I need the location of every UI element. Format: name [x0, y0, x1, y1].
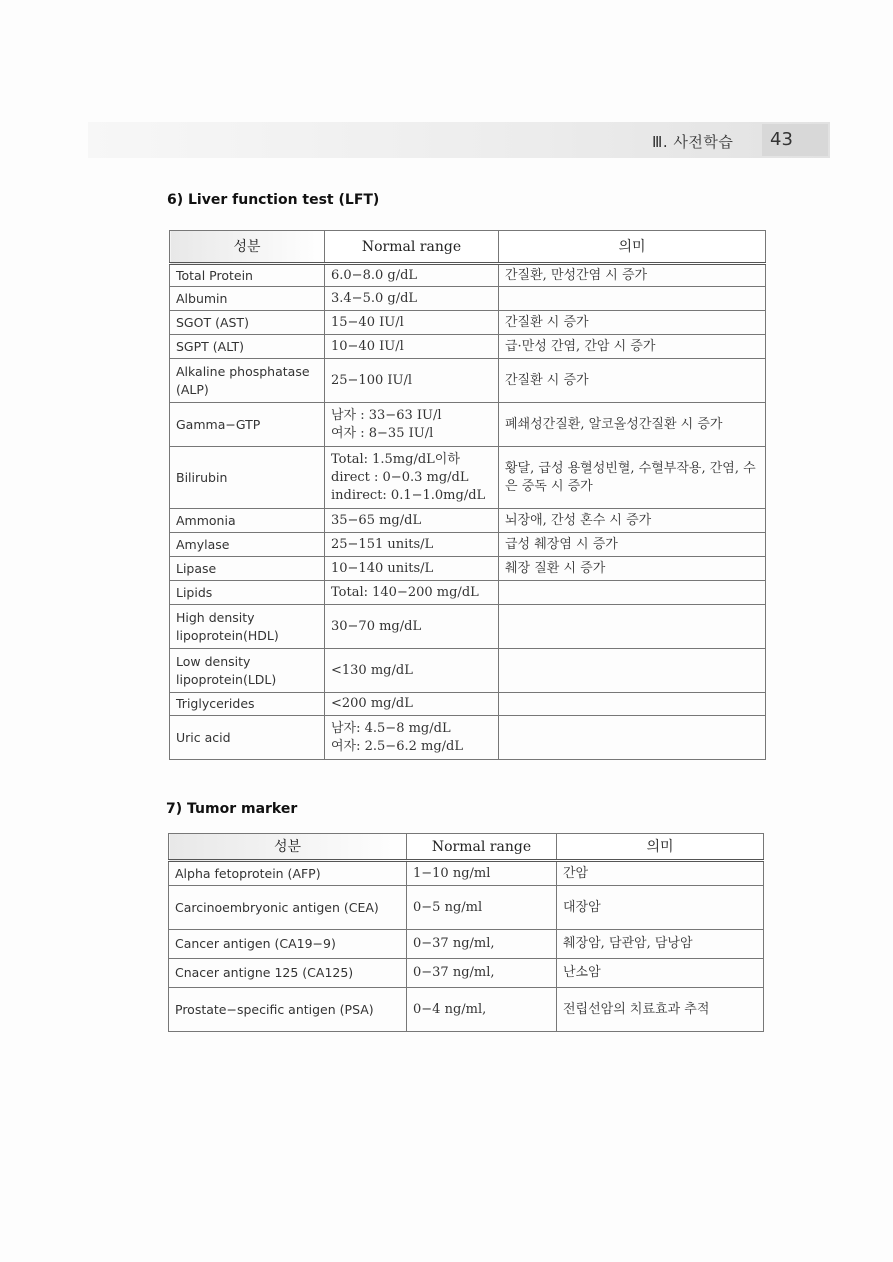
column-header: Normal range — [325, 231, 499, 264]
meaning-cell: 대장암 — [557, 886, 764, 930]
range-line: Total: 1.5mg/dL이하 — [331, 451, 460, 467]
meaning-cell: 췌장암, 담관암, 담낭암 — [557, 930, 764, 959]
lft-header-row — [170, 231, 766, 264]
range-line: 25−151 units/L — [331, 536, 434, 552]
lft-section-title: 6) Liver function test (LFT) — [167, 192, 380, 208]
lft-row — [170, 447, 766, 509]
tumor-section-title: 7) Tumor marker — [166, 801, 298, 817]
tumor-row — [169, 886, 764, 930]
meaning-cell — [499, 605, 766, 649]
meaning-cell: 간질환, 만성간염 시 증가 — [499, 264, 766, 287]
range-cell — [325, 447, 499, 509]
meaning-cell: 폐쇄성간질환, 알코올성간질환 시 증가 — [499, 403, 766, 447]
lft-table — [169, 230, 766, 760]
component-cell: Cancer antigen (CA19−9) — [169, 930, 407, 959]
range-cell: 0−5 ng/ml — [407, 886, 557, 930]
range-cell: 1−10 ng/ml — [407, 861, 557, 886]
meaning-cell — [499, 649, 766, 693]
lft-row — [170, 287, 766, 311]
component-cell: Carcinoembryonic antigen (CEA) — [169, 886, 407, 930]
range-cell — [325, 264, 499, 287]
column-header: 의미 — [557, 834, 764, 861]
lft-row — [170, 533, 766, 557]
range-line: direct : 0−0.3 mg/dL — [331, 469, 469, 485]
range-line: <200 mg/dL — [331, 696, 413, 711]
meaning-cell: 췌장 질환 시 증가 — [499, 557, 766, 581]
range-cell — [325, 509, 499, 533]
range-cell: 0−37 ng/ml, — [407, 930, 557, 959]
lft-row — [170, 605, 766, 649]
column-header: 성분 — [170, 231, 325, 264]
component-cell: Triglycerides — [170, 693, 325, 716]
meaning-cell: 간질환 시 증가 — [499, 359, 766, 403]
range-cell — [325, 581, 499, 605]
column-header: 성분 — [169, 834, 407, 861]
lft-row — [170, 335, 766, 359]
meaning-cell: 급·만성 간염, 간암 시 증가 — [499, 335, 766, 359]
range-cell: 0−37 ng/ml, — [407, 959, 557, 988]
meaning-cell: 전립선암의 치료효과 추적 — [557, 988, 764, 1032]
meaning-cell — [499, 716, 766, 760]
range-cell — [325, 311, 499, 335]
range-line: 25−100 IU/l — [331, 372, 413, 388]
lft-row — [170, 716, 766, 760]
component-cell: Low density lipoprotein(LDL) — [170, 649, 325, 693]
chapter-label: Ⅲ. 사전학습 — [652, 133, 734, 151]
component-cell: SGOT (AST) — [170, 311, 325, 335]
tumor-header-row — [169, 834, 764, 861]
tumor-row — [169, 930, 764, 959]
meaning-cell: 황달, 급성 용혈성빈혈, 수혈부작용, 간염, 수은 중독 시 증가 — [499, 447, 766, 509]
component-cell: Ammonia — [170, 509, 325, 533]
meaning-cell — [499, 287, 766, 311]
component-cell: Bilirubin — [170, 447, 325, 509]
range-line: 10−140 units/L — [331, 560, 434, 576]
range-line: 3.4−5.0 g/dL — [331, 290, 418, 306]
range-cell — [325, 287, 499, 311]
range-line: 남자: 4.5−8 mg/dL — [331, 720, 451, 736]
component-cell: Gamma−GTP — [170, 403, 325, 447]
meaning-cell: 뇌장애, 간성 혼수 시 증가 — [499, 509, 766, 533]
component-cell: Uric acid — [170, 716, 325, 760]
range-line: Total: 140−200 mg/dL — [331, 584, 479, 600]
range-line: 30−70 mg/dL — [331, 618, 422, 634]
range-line: 여자 : 8−35 IU/l — [331, 425, 434, 441]
component-cell: Alpha fetoprotein (AFP) — [169, 861, 407, 886]
meaning-cell: 간질환 시 증가 — [499, 311, 766, 335]
lft-row — [170, 311, 766, 335]
lft-row — [170, 509, 766, 533]
range-cell — [325, 605, 499, 649]
range-cell — [325, 335, 499, 359]
range-line: 10−40 IU/l — [331, 338, 404, 354]
component-cell: Amylase — [170, 533, 325, 557]
lft-row — [170, 359, 766, 403]
column-header: Normal range — [407, 834, 557, 861]
tumor-marker-table — [168, 833, 764, 1032]
tumor-row — [169, 861, 764, 886]
meaning-cell: 난소암 — [557, 959, 764, 988]
component-cell: Cnacer antigne 125 (CA125) — [169, 959, 407, 988]
range-cell — [325, 403, 499, 447]
range-line: 35−65 mg/dL — [331, 512, 422, 528]
range-line: 15−40 IU/l — [331, 314, 404, 330]
meaning-cell — [499, 581, 766, 605]
meaning-cell — [499, 693, 766, 716]
lft-row — [170, 649, 766, 693]
component-cell: Albumin — [170, 287, 325, 311]
meaning-cell: 간암 — [557, 861, 764, 886]
page-number: 43 — [762, 124, 828, 156]
tumor-row — [169, 959, 764, 988]
column-header: 의미 — [499, 231, 766, 264]
lft-row — [170, 264, 766, 287]
component-cell: High density lipoprotein(HDL) — [170, 605, 325, 649]
range-cell — [325, 557, 499, 581]
lft-row — [170, 693, 766, 716]
range-cell — [325, 716, 499, 760]
component-cell: Lipase — [170, 557, 325, 581]
range-line: 남자 : 33−63 IU/l — [331, 407, 442, 423]
range-cell — [325, 649, 499, 693]
component-cell: SGPT (ALT) — [170, 335, 325, 359]
range-line: <130 mg/dL — [331, 662, 413, 678]
lft-row — [170, 581, 766, 605]
component-cell: Alkaline phosphatase (ALP) — [170, 359, 325, 403]
range-cell — [325, 359, 499, 403]
component-cell: Lipids — [170, 581, 325, 605]
tumor-row — [169, 988, 764, 1032]
lft-row — [170, 403, 766, 447]
range-cell: 0−4 ng/ml, — [407, 988, 557, 1032]
range-line: 6.0−8.0 g/dL — [331, 267, 418, 283]
component-cell: Prostate−specific antigen (PSA) — [169, 988, 407, 1032]
range-line: indirect: 0.1−1.0mg/dL — [331, 487, 486, 503]
range-cell — [325, 533, 499, 557]
range-cell — [325, 693, 499, 716]
meaning-cell: 급성 췌장염 시 증가 — [499, 533, 766, 557]
lft-row — [170, 557, 766, 581]
range-line: 여자: 2.5−6.2 mg/dL — [331, 738, 463, 754]
component-cell: Total Protein — [170, 264, 325, 287]
